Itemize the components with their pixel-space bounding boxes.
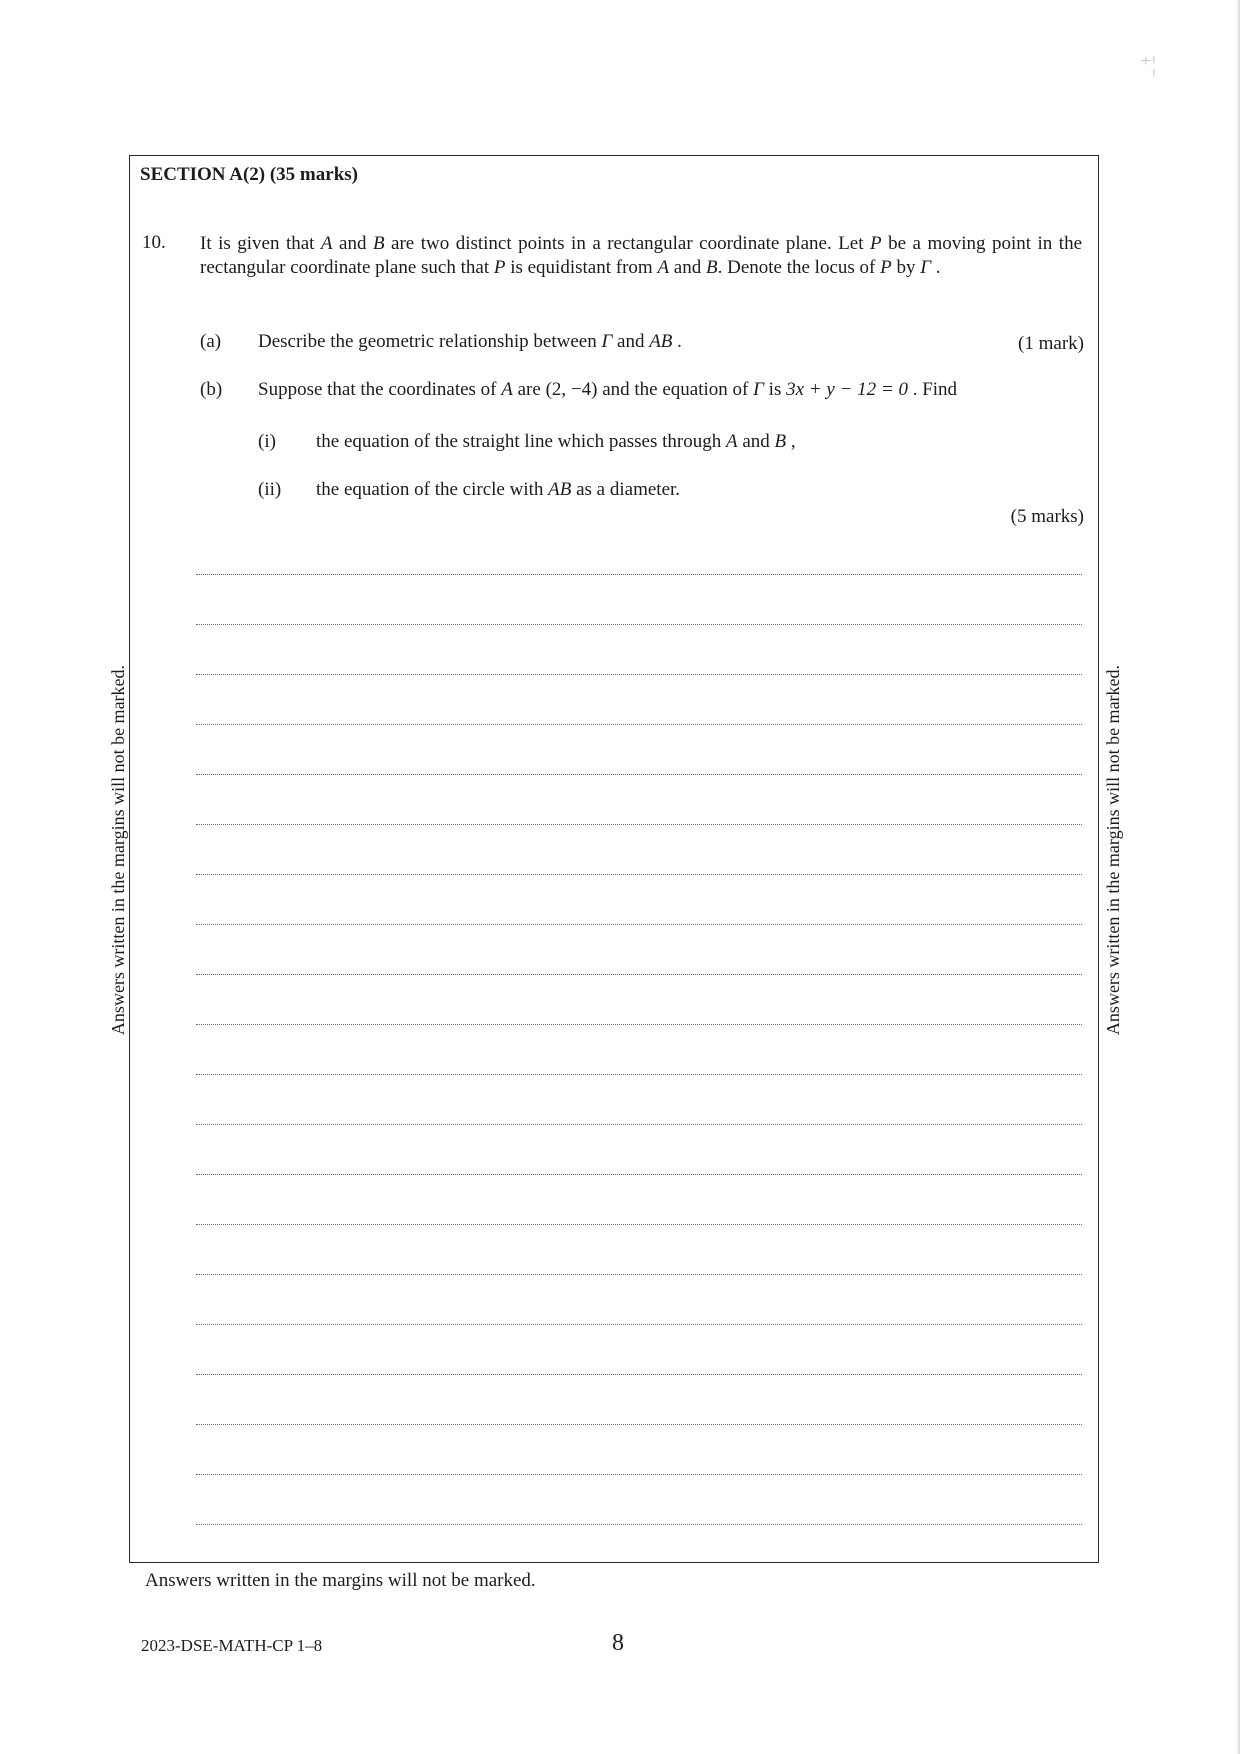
part-a-label: (a) [200, 331, 222, 352]
scan-edge [1236, 0, 1240, 1754]
answer-line[interactable] [196, 824, 1082, 825]
part-a-text: Describe the geometric relationship between Γ and AB . [258, 331, 682, 352]
answer-line[interactable] [196, 874, 1082, 875]
answer-line[interactable] [196, 1524, 1082, 1525]
answer-line[interactable] [196, 1024, 1082, 1025]
answer-line[interactable] [196, 1174, 1082, 1175]
answer-line[interactable] [196, 574, 1082, 575]
answer-line[interactable] [196, 1474, 1082, 1475]
part-b-i-label: (i) [258, 431, 276, 452]
question-number: 10. [142, 232, 166, 253]
answer-line[interactable] [196, 724, 1082, 725]
answer-line[interactable] [196, 1424, 1082, 1425]
left-margin-note: Answers written in the margins will not be marked. [108, 664, 128, 1036]
answer-line[interactable] [196, 1224, 1082, 1225]
paper-code: 2023-DSE-MATH-CP 1–8 [141, 1636, 323, 1655]
question-intro: It is given that A and B are two distinct points in a rectangular coordinate plane. Let P be a moving point in the rectangular coordinate plane such that P is equidistant from A and B. Denote the locus of P by Γ . [200, 233, 1082, 278]
answer-line[interactable] [196, 624, 1082, 625]
section-title: SECTION A(2) (35 marks) [140, 164, 358, 185]
answer-line[interactable] [196, 774, 1082, 775]
scan-mark: ⁺¦ [1140, 52, 1157, 77]
answer-line[interactable] [196, 1124, 1082, 1125]
answer-line[interactable] [196, 1074, 1082, 1075]
part-b-label: (b) [200, 379, 223, 400]
bottom-margin-note: Answers written in the margins will not be marked. [145, 1570, 536, 1591]
answer-box [129, 155, 1099, 1563]
part-b-text: Suppose that the coordinates of A are (2, −4) and the equation of Γ is 3x + y − 12 = 0 . Find [258, 379, 958, 400]
right-margin-note: Answers written in the margins will not be marked. [1103, 664, 1123, 1036]
answer-line[interactable] [196, 674, 1082, 675]
answer-line[interactable] [196, 974, 1082, 975]
part-a-marks: (1 mark) [1018, 333, 1084, 354]
part-b-marks: (5 marks) [1010, 506, 1084, 527]
page-number: 8 [612, 1630, 624, 1656]
answer-line[interactable] [196, 1324, 1082, 1325]
answer-line[interactable] [196, 1274, 1082, 1275]
answer-line[interactable] [196, 924, 1082, 925]
answer-line[interactable] [196, 1374, 1082, 1375]
part-b-i-text: the equation of the straight line which passes through A and B , [316, 431, 796, 452]
part-b-ii-label: (ii) [258, 479, 282, 500]
part-b-ii-text: the equation of the circle with AB as a diameter. [316, 479, 681, 500]
